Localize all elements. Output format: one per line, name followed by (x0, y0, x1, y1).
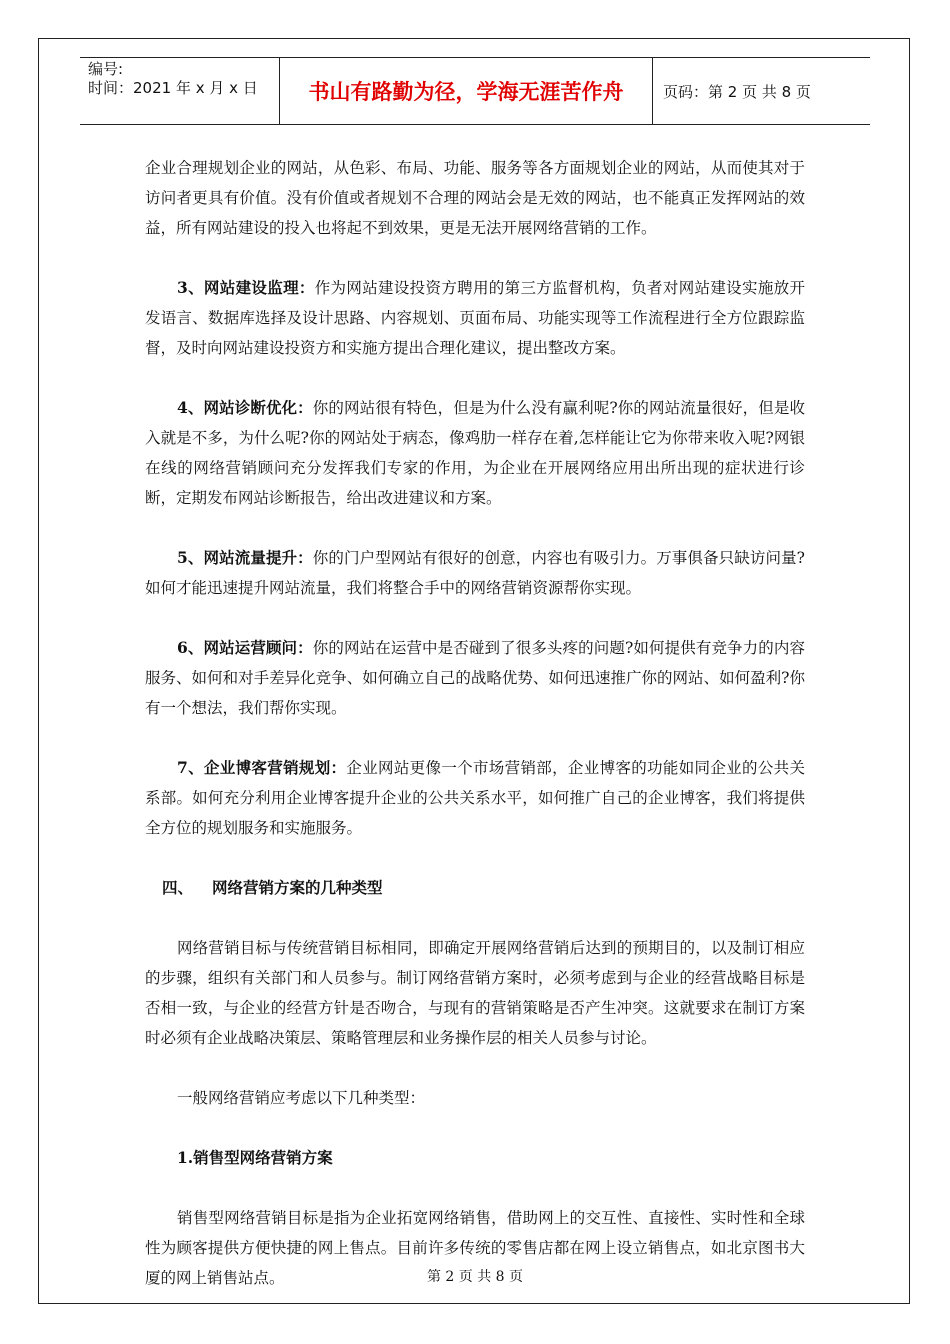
document-number-label: 编号: (88, 60, 124, 78)
section-heading (145, 873, 805, 903)
item-3-title: 3、网站建设监理： (177, 278, 315, 297)
item-6-title: 6、网站运营顾问： (177, 638, 313, 657)
subsection-title: 1.销售型网络营销方案 (177, 1148, 333, 1167)
header-motto: 书山有路勤为径，学海无涯苦作舟 (280, 58, 653, 124)
intro-paragraph: 企业合理规划企业的网站，从色彩、布局、功能、服务等各方面规划企业的网站，从而使其对于访问者更具有价值。没有价值或者规划不合理的网站会是无效的网站，也不能真正发挥网站的效益，所有网站建设的投入也将起不到效果，更是无法开展网络营销的工作。 (145, 159, 805, 237)
item-6-text: 你的网站在运营中是否碰到了很多头疼的问题?如何提供有竞争力的内容服务、如何和对手差异化竞争、如何确立自己的战略优势、如何迅速推广你的网站、如何盈利?你有一个想法，我们帮你实现。 (145, 639, 805, 717)
header-page-label: 页码：第 2 页 共 8 页 (663, 82, 811, 101)
item-7-title: 7、企业博客营销规划： (177, 758, 347, 777)
item-5 (145, 543, 805, 603)
header-meta (80, 58, 280, 124)
item-7-text: 企业网站更像一个市场营销部，企业博客的功能如同企业的公共关系部。如何充分利用企业博客提升企业的公共关系水平，如何推广自己的企业博客，我们将提供全方位的规划服务和实施服务。 (145, 759, 805, 837)
item-4-text: 你的网站很有特色，但是为什么没有赢利呢?你的网站流量很好，但是收入就是不多，为什么呢?你的网站处于病态，像鸡肋一样存在着,怎样能让它为你带来收入呢?网银在线的网络营销顾问充分发挥我们专家的作用，为企业在开展网络应用出所出现的症状进行诊断，定期发布网站诊断报告，给出改进建议和方案。 (145, 399, 805, 507)
item-4-title: 4、网站诊断优化： (177, 398, 313, 417)
item-4 (145, 393, 805, 513)
item-6 (145, 633, 805, 723)
section-paragraph-1: 网络营销目标与传统营销目标相同，即确定开展网络营销后达到的预期目的，以及制订相应的步骤，组织有关部门和人员参与。制订网络营销方案时，必须考虑到与企业的经营战略目标是否相一致，与企业的经营方针是否吻合，与现有的营销策略是否产生冲突。这就要求在制订方案时必须有企业战略决策层、策略管理层和业务操作层的相关人员参与讨论。 (145, 939, 805, 1047)
item-3-text: 作为网站建设投资方聘用的第三方监督机构，负者对网站建设实施放开发语言、数据库选择及设计思路、内容规划、页面布局、功能实现等工作流程进行全方位跟踪监督，及时向网站建设投资方和实施方提出合理化建议，提出整改方案。 (145, 279, 805, 357)
item-7 (145, 753, 805, 843)
section-paragraph-2: 一般网络营销应考虑以下几种类型： (177, 1089, 426, 1107)
item-3 (145, 273, 805, 363)
section-title: 网络营销方案的几种类型 (212, 878, 383, 897)
item-5-title: 5、网站流量提升： (177, 548, 313, 567)
item-5-text: 你的门户型网站有很好的创意，内容也有吸引力。万事俱备只缺访问量?如何才能迅速提升网站流量，我们将整合手中的网络营销资源帮你实现。 (145, 549, 805, 597)
section-number: 四、 (162, 878, 194, 897)
document-body (145, 153, 805, 1293)
page-footer: 第 2 页 共 8 页 (426, 1269, 524, 1285)
document-time-label: 时间：2021 年 x 月 x 日 (88, 79, 258, 97)
subsection-paragraph: 销售型网络营销目标是指为企业拓宽网络销售，借助网上的交互性、直接性、实时性和全球性为顾客提供方便快捷的网上售点。目前许多传统的零售店都在网上设立销售点，如北京图书大厦的网上销售站点。 (145, 1209, 805, 1287)
document-header (80, 57, 870, 125)
